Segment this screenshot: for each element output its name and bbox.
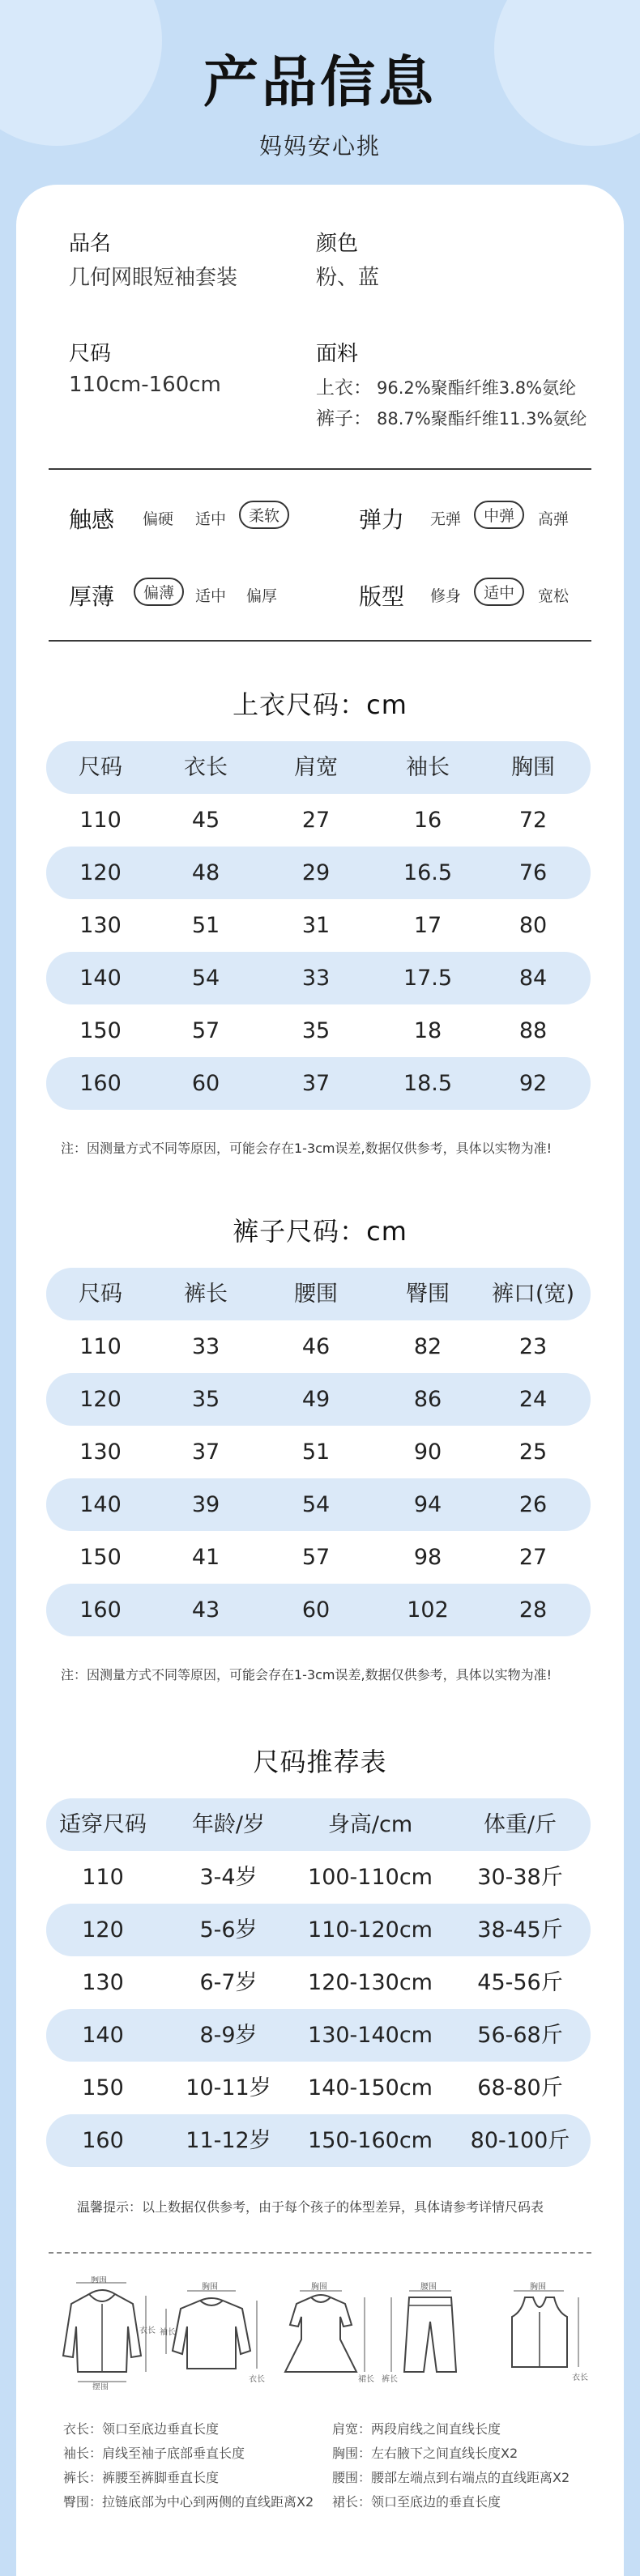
sweater-icon bbox=[158, 2276, 265, 2390]
sweater-side-label: 衣长 bbox=[249, 2375, 265, 2384]
legend-item: 胸围：左右腋下之间直线长度X2 bbox=[332, 2446, 518, 2461]
table-row bbox=[46, 2062, 591, 2114]
elastic-option-selected: 中弹 bbox=[474, 501, 524, 529]
table-cell: 肩宽 bbox=[294, 755, 338, 780]
table-cell: 3-4岁 bbox=[199, 1865, 258, 1890]
rec-table-title: 尺码推荐表 bbox=[253, 1746, 387, 1777]
table-row bbox=[46, 899, 591, 952]
divider bbox=[49, 468, 591, 470]
table-row bbox=[46, 1373, 591, 1426]
table-cell: 10-11岁 bbox=[186, 2075, 271, 2100]
table-cell: 29 bbox=[301, 860, 331, 885]
color-value: 粉、蓝 bbox=[316, 266, 380, 290]
table-cell: 17 bbox=[413, 913, 442, 938]
legend-item: 肩宽：两段肩线之间直线长度 bbox=[332, 2421, 501, 2437]
table-cell: 60 bbox=[301, 1597, 331, 1623]
table-cell: 26 bbox=[518, 1492, 548, 1517]
table-row bbox=[46, 1851, 591, 1904]
table-header-row bbox=[46, 741, 591, 794]
table-row bbox=[46, 1904, 591, 1956]
table-cell: 80-100斤 bbox=[470, 2128, 570, 2153]
dress-icon bbox=[267, 2276, 374, 2390]
top-size-table bbox=[46, 741, 591, 1110]
legend-item: 袖长：肩线至袖子底部垂直长度 bbox=[63, 2446, 245, 2461]
table-cell: 150-160cm bbox=[308, 2128, 433, 2153]
table-cell: 60 bbox=[191, 1071, 220, 1096]
thickness-label: 厚薄 bbox=[69, 583, 115, 610]
table-cell: 裤长 bbox=[184, 1282, 228, 1307]
color-label: 颜色 bbox=[316, 232, 359, 256]
table-cell: 72 bbox=[518, 808, 548, 833]
table-cell: 11-12岁 bbox=[186, 2128, 271, 2153]
table-row bbox=[46, 2009, 591, 2062]
table-cell: 30-38斤 bbox=[477, 1865, 563, 1890]
table-cell: 17.5 bbox=[403, 966, 453, 991]
table-cell: 84 bbox=[518, 966, 548, 991]
table-cell: 88 bbox=[518, 1018, 548, 1043]
table-cell: 45-56斤 bbox=[477, 1970, 563, 1995]
page-title: 产品信息 bbox=[203, 51, 437, 115]
table-cell: 120-130cm bbox=[308, 1970, 433, 1995]
dress-side-label: 裙长 bbox=[358, 2375, 374, 2384]
table-cell: 150 bbox=[79, 1018, 122, 1043]
table-cell: 140 bbox=[79, 966, 122, 991]
table-cell: 110 bbox=[79, 1334, 122, 1359]
table-cell: 腰围 bbox=[294, 1282, 338, 1307]
pants-table-note: 注：因测量方式不同等原因，可能会存在1-3cm误差,数据仅供参考，具体以实物为准! bbox=[61, 1667, 553, 1683]
table-cell: 51 bbox=[191, 913, 220, 938]
table-cell: 37 bbox=[301, 1071, 331, 1096]
vest-icon bbox=[486, 2276, 593, 2390]
table-cell: 76 bbox=[518, 860, 548, 885]
table-cell: 110-120cm bbox=[308, 1917, 433, 1943]
dashed-divider bbox=[49, 2252, 591, 2254]
touch-option: 偏硬 bbox=[143, 510, 174, 528]
top-fabric-label: 上衣： bbox=[316, 377, 372, 399]
table-cell: 41 bbox=[191, 1545, 220, 1570]
table-cell: 100-110cm bbox=[308, 1865, 433, 1890]
table-row bbox=[46, 847, 591, 899]
table-cell: 160 bbox=[82, 2128, 124, 2153]
table-cell: 80 bbox=[518, 913, 548, 938]
table-cell: 年龄/岁 bbox=[191, 1812, 266, 1837]
table-cell: 27 bbox=[301, 808, 331, 833]
rec-table-note: 温馨提示：以上数据仅供参考，由于每个孩子的体型差异，具体请参考详情尺码表 bbox=[77, 2199, 544, 2215]
table-cell: 90 bbox=[413, 1439, 442, 1465]
table-cell: 衣长 bbox=[184, 755, 228, 780]
table-cell: 57 bbox=[301, 1545, 331, 1570]
table-cell: 130 bbox=[82, 1970, 124, 1995]
table-cell: 160 bbox=[79, 1597, 122, 1623]
table-cell: 16.5 bbox=[403, 860, 453, 885]
table-cell: 33 bbox=[301, 966, 331, 991]
fit-option: 修身 bbox=[430, 587, 462, 605]
table-cell: 尺码 bbox=[79, 1282, 122, 1307]
table-cell: 35 bbox=[191, 1387, 220, 1412]
table-cell: 适穿尺码 bbox=[59, 1812, 147, 1837]
table-row bbox=[46, 1584, 591, 1636]
jacket-bottom-label: 摆围 bbox=[92, 2383, 109, 2390]
table-cell: 18.5 bbox=[403, 1071, 453, 1096]
table-row bbox=[46, 1057, 591, 1110]
table-cell: 体重/斤 bbox=[483, 1812, 557, 1837]
jacket-diagram bbox=[49, 2276, 156, 2390]
table-cell: 51 bbox=[301, 1439, 331, 1465]
table-row bbox=[46, 1478, 591, 1531]
table-cell: 37 bbox=[191, 1439, 220, 1465]
thickness-option: 偏厚 bbox=[246, 587, 278, 605]
jacket-side-label: 衣长 bbox=[139, 2327, 156, 2335]
table-cell: 102 bbox=[407, 1597, 449, 1623]
pants-table-title: 裤子尺码：cm bbox=[233, 1216, 407, 1247]
table-cell: 39 bbox=[191, 1492, 220, 1517]
legend-item: 裙长：领口至底边的垂直长度 bbox=[332, 2494, 501, 2510]
touch-label: 触感 bbox=[69, 506, 115, 533]
table-cell: 94 bbox=[413, 1492, 442, 1517]
table-cell: 82 bbox=[413, 1334, 442, 1359]
touch-option: 适中 bbox=[195, 510, 227, 528]
table-cell: 28 bbox=[518, 1597, 548, 1623]
table-cell: 110 bbox=[82, 1865, 124, 1890]
size-label: 尺码 bbox=[69, 342, 112, 366]
divider bbox=[49, 640, 591, 642]
elastic-label: 弹力 bbox=[359, 506, 405, 533]
pants-side-label: 裤长 bbox=[382, 2375, 398, 2384]
table-cell: 25 bbox=[518, 1439, 548, 1465]
top-table-note: 注：因测量方式不同等原因，可能会存在1-3cm误差,数据仅供参考，具体以实物为准! bbox=[61, 1141, 553, 1156]
table-cell: 130 bbox=[79, 913, 122, 938]
table-cell: 48 bbox=[191, 860, 220, 885]
table-cell: 袖长 bbox=[406, 755, 450, 780]
table-row bbox=[46, 1320, 591, 1373]
table-cell: 140 bbox=[79, 1492, 122, 1517]
name-value: 几何网眼短袖套装 bbox=[69, 266, 238, 290]
table-cell: 130 bbox=[79, 1439, 122, 1465]
table-cell: 35 bbox=[301, 1018, 331, 1043]
vest-side-label: 衣长 bbox=[572, 2373, 588, 2382]
table-cell: 身高/cm bbox=[327, 1812, 413, 1837]
table-cell: 140 bbox=[82, 2023, 124, 2048]
vest-top-label: 胸围 bbox=[530, 2283, 546, 2292]
legend-item: 衣长：领口至底边垂直长度 bbox=[63, 2421, 220, 2437]
pants-icon bbox=[377, 2276, 484, 2390]
table-cell: 110 bbox=[79, 808, 122, 833]
table-cell: 5-6岁 bbox=[199, 1917, 258, 1943]
table-cell: 45 bbox=[191, 808, 220, 833]
table-row bbox=[46, 1956, 591, 2009]
top-table-title: 上衣尺码：cm bbox=[233, 689, 407, 720]
table-cell: 23 bbox=[518, 1334, 548, 1359]
table-cell: 18 bbox=[413, 1018, 442, 1043]
thickness-option: 适中 bbox=[195, 587, 227, 605]
table-cell: 46 bbox=[301, 1334, 331, 1359]
fit-option: 宽松 bbox=[538, 587, 570, 605]
table-cell: 130-140cm bbox=[308, 2023, 433, 2048]
size-value: 110cm-160cm bbox=[69, 373, 221, 397]
table-row bbox=[46, 1531, 591, 1584]
table-cell: 54 bbox=[191, 966, 220, 991]
table-cell: 140-150cm bbox=[308, 2075, 433, 2100]
table-cell: 16 bbox=[413, 808, 442, 833]
sweater-left-label: 袖长 bbox=[160, 2328, 176, 2337]
jacket-top-label: 胸围 bbox=[91, 2276, 107, 2284]
table-header-row bbox=[46, 1268, 591, 1320]
jacket-icon bbox=[49, 2276, 156, 2390]
table-cell: 胸围 bbox=[511, 755, 555, 780]
table-cell: 24 bbox=[518, 1387, 548, 1412]
sweater-top-label: 胸围 bbox=[202, 2283, 218, 2292]
pants-size-table bbox=[46, 1268, 591, 1636]
top-fabric-value: 96.2%聚酯纤维3.8%氨纶 bbox=[377, 378, 577, 398]
table-row bbox=[46, 2114, 591, 2167]
pants-top-label: 腰围 bbox=[420, 2283, 437, 2292]
table-cell: 57 bbox=[191, 1018, 220, 1043]
pants-diagram bbox=[377, 2276, 484, 2390]
table-row bbox=[46, 1004, 591, 1057]
elastic-option: 高弹 bbox=[538, 510, 570, 528]
table-cell: 27 bbox=[518, 1545, 548, 1570]
table-cell: 86 bbox=[413, 1387, 442, 1412]
table-cell: 尺码 bbox=[79, 755, 122, 780]
table-cell: 120 bbox=[79, 860, 122, 885]
name-label: 品名 bbox=[69, 232, 112, 256]
pants-fabric-label: 裤子： bbox=[316, 408, 372, 429]
table-cell: 8-9岁 bbox=[199, 2023, 258, 2048]
pants-fabric-value: 88.7%聚酯纤维11.3%氨纶 bbox=[377, 409, 587, 429]
table-cell: 43 bbox=[191, 1597, 220, 1623]
table-cell: 160 bbox=[79, 1071, 122, 1096]
table-row bbox=[46, 1426, 591, 1478]
table-cell: 98 bbox=[413, 1545, 442, 1570]
table-row bbox=[46, 952, 591, 1004]
dress-diagram bbox=[267, 2276, 374, 2390]
recommend-table bbox=[46, 1798, 591, 2167]
table-cell: 31 bbox=[301, 913, 331, 938]
table-cell: 54 bbox=[301, 1492, 331, 1517]
table-cell: 68-80斤 bbox=[477, 2075, 563, 2100]
table-cell: 120 bbox=[82, 1917, 124, 1943]
legend-item: 臀围：拉链底部为中心到两侧的直线距离X2 bbox=[63, 2494, 314, 2510]
table-cell: 120 bbox=[79, 1387, 122, 1412]
elastic-option: 无弹 bbox=[430, 510, 462, 528]
fabric-label: 面料 bbox=[316, 342, 359, 366]
sweater-diagram bbox=[158, 2276, 265, 2390]
dress-top-label: 胸围 bbox=[311, 2283, 327, 2292]
table-cell: 49 bbox=[301, 1387, 331, 1412]
table-row bbox=[46, 794, 591, 847]
touch-option-selected: 柔软 bbox=[239, 501, 289, 529]
table-cell: 38-45斤 bbox=[477, 1917, 563, 1943]
table-cell: 33 bbox=[191, 1334, 220, 1359]
table-cell: 150 bbox=[79, 1545, 122, 1570]
fit-label: 版型 bbox=[359, 583, 405, 610]
table-cell: 150 bbox=[82, 2075, 124, 2100]
vest-diagram bbox=[486, 2276, 593, 2390]
thickness-option-selected: 偏薄 bbox=[134, 578, 184, 606]
page-header bbox=[0, 0, 640, 186]
table-cell: 臀围 bbox=[406, 1282, 450, 1307]
legend-item: 腰围：腰部左端点到右端点的直线距离X2 bbox=[332, 2470, 570, 2485]
table-header-row bbox=[46, 1798, 591, 1851]
fit-option-selected: 适中 bbox=[474, 578, 524, 606]
table-cell: 裤口(宽) bbox=[491, 1282, 575, 1307]
table-cell: 56-68斤 bbox=[477, 2023, 563, 2048]
table-cell: 92 bbox=[518, 1071, 548, 1096]
table-cell: 6-7岁 bbox=[199, 1970, 258, 1995]
legend-item: 裤长：裤腰至裤脚垂直长度 bbox=[63, 2470, 220, 2485]
page-subtitle: 妈妈安心挑 bbox=[258, 133, 381, 160]
